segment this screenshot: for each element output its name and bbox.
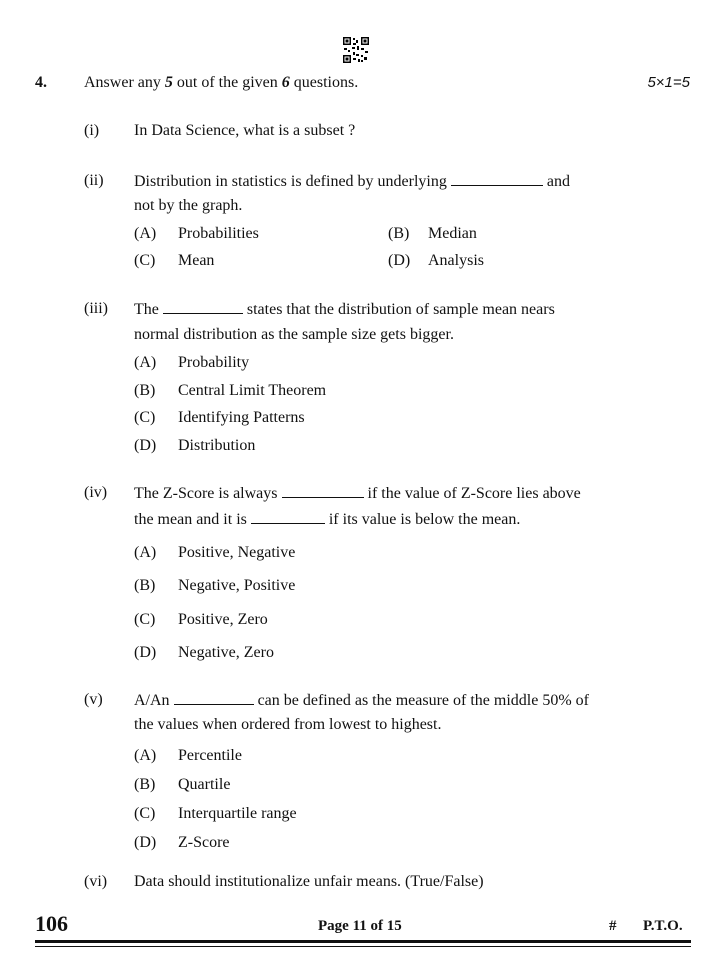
- item-label-v: (v): [84, 691, 103, 708]
- hash-mark: #: [609, 918, 617, 934]
- footer-rule-thick: [35, 940, 691, 943]
- option-key: (A): [134, 225, 157, 242]
- item-text-iv-line1: The Z-Score is always if the value of Z-Score lies above: [134, 485, 581, 502]
- item-label-iv: (iv): [84, 484, 108, 501]
- item-text-ii-line2: not by the graph.: [134, 197, 243, 214]
- answer-blank: [163, 299, 243, 314]
- option-key: (B): [134, 382, 156, 399]
- item-text-v-line2: the values when ordered from lowest to highest.: [134, 716, 442, 733]
- answer-blank: [282, 483, 364, 498]
- option-text: Probabilities: [178, 225, 259, 242]
- footer-rule-thin: [35, 946, 691, 947]
- item-text-v-line1: A/An can be defined as the measure of the middle 50% of: [134, 692, 589, 709]
- option-key: (C): [134, 409, 156, 426]
- item-text-iv-line2: the mean and it is if its value is below the mean.: [134, 511, 521, 528]
- option-key: (A): [134, 354, 157, 371]
- option-key: (D): [134, 437, 157, 454]
- answer-blank: [251, 509, 325, 524]
- option-key: (B): [388, 225, 410, 242]
- option-key: (C): [134, 252, 156, 269]
- option-text: Mean: [178, 252, 215, 269]
- option-key: (A): [134, 747, 157, 764]
- item-label-ii: (ii): [84, 172, 104, 189]
- option-text: Positive, Negative: [178, 544, 296, 561]
- answer-blank: [451, 171, 543, 186]
- option-text: Z-Score: [178, 834, 230, 851]
- option-text: Analysis: [428, 252, 484, 269]
- option-text: Probability: [178, 354, 250, 371]
- option-text: Identifying Patterns: [178, 409, 305, 426]
- option-key: (D): [134, 644, 157, 661]
- pto-label: P.T.O.: [643, 918, 683, 934]
- option-text: Percentile: [178, 747, 242, 764]
- qr-code: [343, 37, 369, 63]
- option-text: Negative, Positive: [178, 577, 296, 594]
- option-key: (B): [134, 776, 156, 793]
- option-key: (D): [388, 252, 411, 269]
- item-text-iii-line1: The states that the distribution of sample mean nears: [134, 301, 555, 318]
- item-text-vi: Data should institutionalize unfair means. (True/False): [134, 873, 484, 890]
- item-label-iii: (iii): [84, 300, 108, 317]
- item-text-ii-line1: Distribution in statistics is defined by underlying and: [134, 173, 570, 190]
- item-text-iii-line2: normal distribution as the sample size gets bigger.: [134, 326, 454, 343]
- paper-code: 106: [35, 911, 68, 936]
- option-text: Distribution: [178, 437, 256, 454]
- option-key: (C): [134, 805, 156, 822]
- question-number: 4.: [35, 74, 47, 91]
- marks-allocation: 5×1=5: [647, 74, 690, 91]
- option-key: (D): [134, 834, 157, 851]
- option-text: Quartile: [178, 776, 231, 793]
- question-instruction: Answer any 5 out of the given 6 questions.: [84, 74, 359, 91]
- item-label-vi: (vi): [84, 873, 108, 890]
- item-label-i: (i): [84, 122, 100, 139]
- answer-blank: [174, 690, 254, 705]
- option-text: Negative, Zero: [178, 644, 274, 661]
- item-text-i: In Data Science, what is a subset ?: [134, 122, 356, 139]
- option-key: (B): [134, 577, 156, 594]
- option-text: Median: [428, 225, 477, 242]
- page-number: Page 11 of 15: [318, 918, 402, 934]
- option-key: (C): [134, 611, 156, 628]
- option-key: (A): [134, 544, 157, 561]
- option-text: Interquartile range: [178, 805, 297, 822]
- option-text: Central Limit Theorem: [178, 382, 327, 399]
- option-text: Positive, Zero: [178, 611, 268, 628]
